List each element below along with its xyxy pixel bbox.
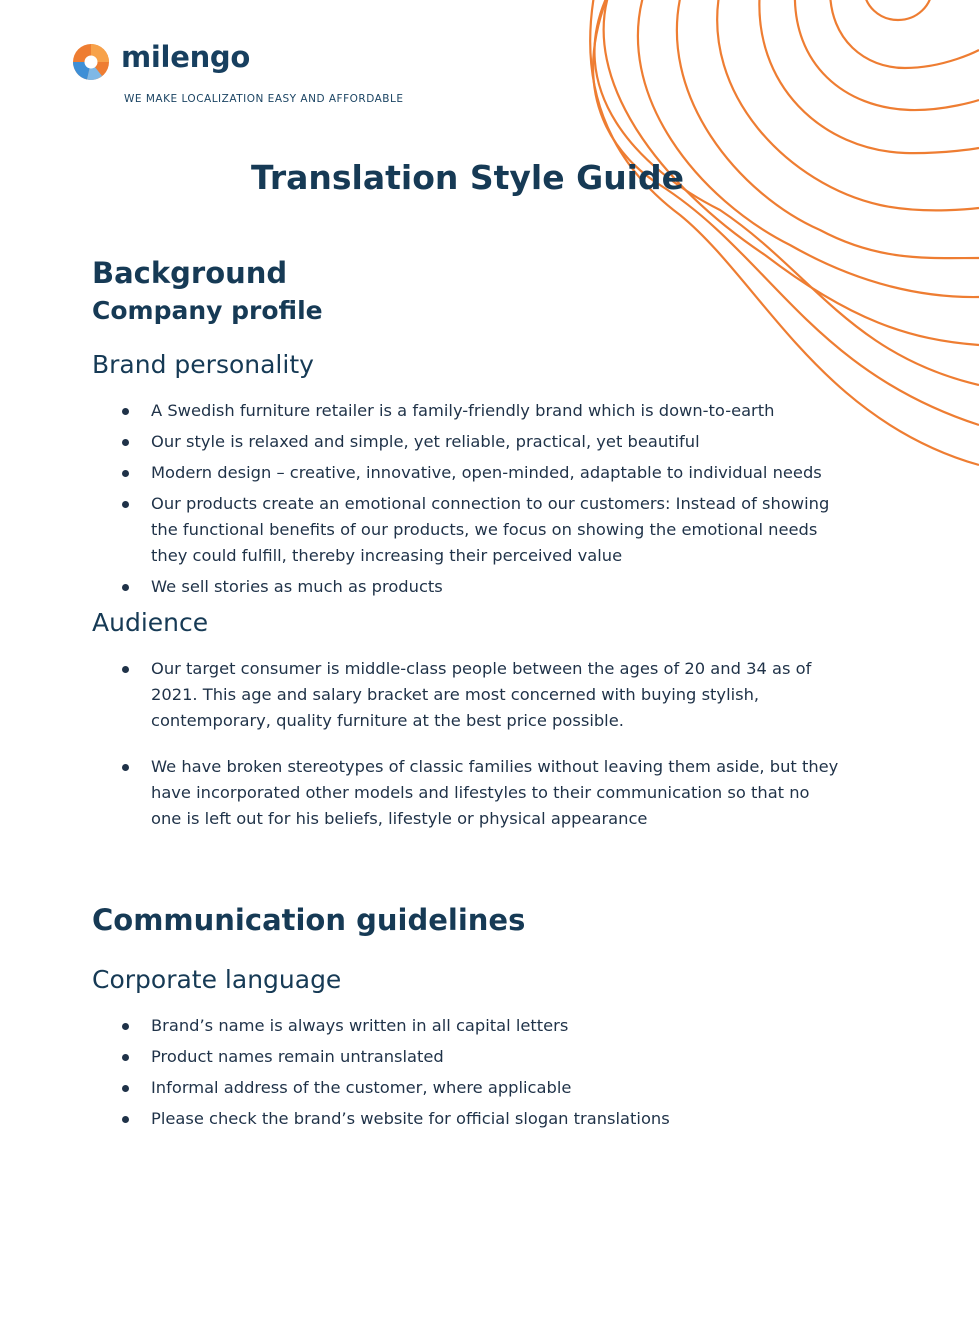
list-item: We have broken stereotypes of classic families without leaving them aside, but they have incorporated other models and lifestyles to their communication so that no one is left out for his beliefs, lifestyle or physical appearance (92, 754, 841, 832)
list-item: We sell stories as much as products (92, 574, 841, 600)
audience-list (92, 656, 852, 832)
document-title: Translation Style Guide (250, 158, 684, 197)
contour-ring-4 (759, 0, 979, 153)
contour-ring-3 (795, 0, 979, 110)
list-item: Our style is relaxed and simple, yet reliable, practical, yet beautiful (92, 429, 841, 455)
background-heading: Background (92, 256, 288, 290)
list-item: Please check the brand’s website for official slogan translations (92, 1106, 841, 1132)
contour-ring-2 (830, 0, 979, 68)
contour-ring-6 (677, 0, 979, 258)
audience-heading: Audience (92, 608, 209, 637)
brand-tagline: WE MAKE LOCALIZATION EASY AND AFFORDABLE (124, 93, 404, 105)
corporate-language-heading: Corporate language (92, 965, 342, 994)
list-item: Informal address of the customer, where applicable (92, 1075, 841, 1101)
list-item: Modern design – creative, innovative, open-minded, adaptable to individual needs (92, 460, 841, 486)
list-item: Our target consumer is middle-class people between the ages of 20 and 34 as of 2021. This age and salary bracket are most concerned with buying stylish, contemporary, quality furniture at the best price possible. (92, 656, 841, 734)
company-profile-heading: Company profile (92, 296, 323, 325)
corporate-language-list (92, 1013, 852, 1132)
milengo-logo-mark (72, 43, 110, 81)
brand-personality-list (92, 398, 852, 600)
list-item: Brand’s name is always written in all capital letters (92, 1013, 841, 1039)
list-item: A Swedish furniture retailer is a family-friendly brand which is down-to-earth (92, 398, 841, 424)
list-item: Our products create an emotional connection to our customers: Instead of showing the functional benefits of our products, we focus on showing the emotional needs they could fulfill, thereby increasing their perceived value (92, 491, 841, 569)
brand-personality-heading: Brand personality (92, 350, 314, 379)
list-item: Product names remain untranslated (92, 1044, 841, 1070)
contour-ring-1 (864, 0, 932, 20)
document-body (92, 253, 852, 1137)
communication-guidelines-heading: Communication guidelines (92, 903, 526, 937)
brand-name: milengo (121, 40, 250, 74)
